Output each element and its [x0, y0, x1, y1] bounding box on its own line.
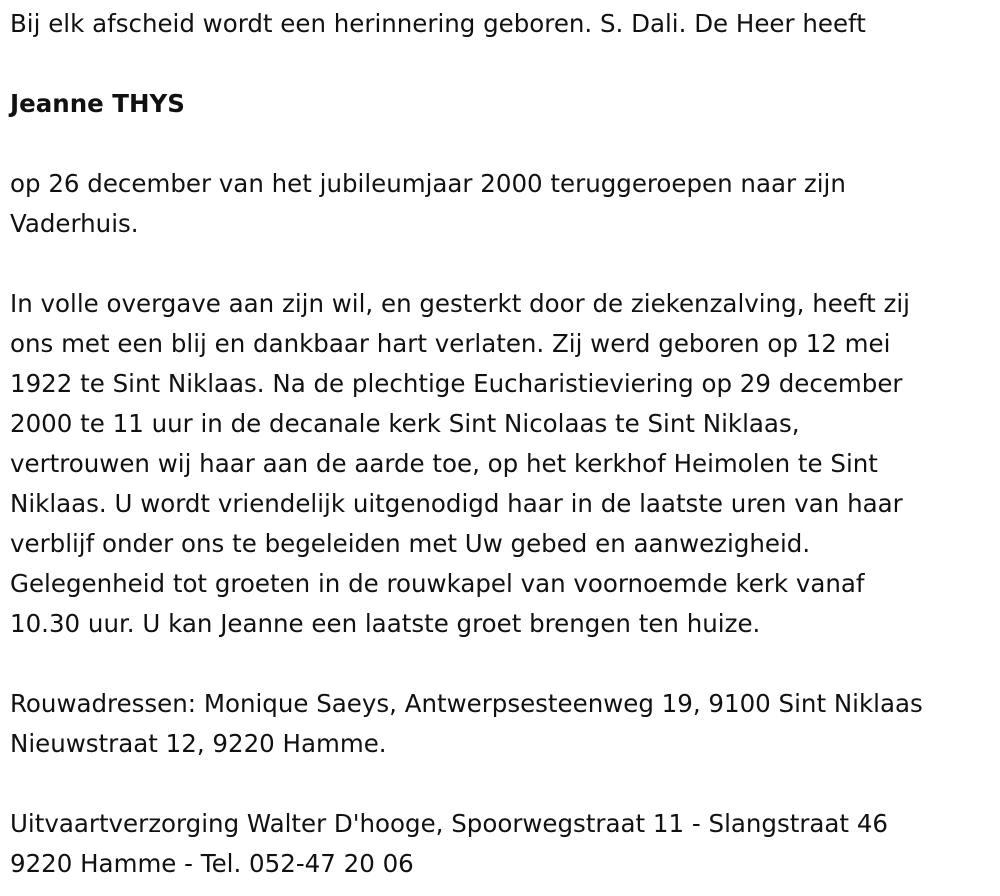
intro-line: Bij elk afscheid wordt een herinnering geboren. S. Dali. De Heer heeft	[10, 9, 866, 38]
address-line: Nieuwstraat 12, 9220 Hamme.	[10, 729, 387, 758]
addresses-paragraph	[10, 684, 990, 764]
body-line: vertrouwen wij haar aan de aarde toe, op het kerkhof Heimolen te Sint	[10, 449, 878, 478]
body-line: Niklaas. U wordt vriendelijk uitgenodigd haar in de laatste uren van haar	[10, 489, 903, 518]
funeral-home-line: Uitvaartverzorging Walter D'hooge, Spoorwegstraat 11 - Slangstraat 46	[10, 809, 889, 838]
deceased-name: Jeanne THYS	[10, 89, 185, 118]
recalled-paragraph	[10, 164, 990, 244]
body-line: 2000 te 11 uur in de decanale kerk Sint Nicolaas te Sint Niklaas,	[10, 409, 800, 438]
recalled-line: Vaderhuis.	[10, 209, 139, 238]
address-line: Rouwadressen: Monique Saeys, Antwerpsesteenweg 19, 9100 Sint Niklaas	[10, 689, 923, 718]
recalled-line: op 26 december van het jubileumjaar 2000 teruggeroepen naar zijn	[10, 169, 846, 198]
body-line: Gelegenheid tot groeten in de rouwkapel van voornoemde kerk vanaf	[10, 569, 865, 598]
funeral-home-line: 9220 Hamme - Tel. 052-47 20 06	[10, 849, 414, 878]
body-line: ons met een blij en dankbaar hart verlaten. Zij werd geboren op 12 mei	[10, 329, 891, 358]
body-paragraph	[10, 284, 990, 644]
funeral-home-paragraph	[10, 804, 990, 884]
body-line: 1922 te Sint Niklaas. Na de plechtige Eucharistieviering op 29 december	[10, 369, 903, 398]
intro-paragraph	[10, 4, 990, 44]
body-line: verblijf onder ons te begeleiden met Uw gebed en aanwezigheid.	[10, 529, 811, 558]
body-line: 10.30 uur. U kan Jeanne een laatste groet brengen ten huize.	[10, 609, 761, 638]
deceased-name-paragraph	[10, 84, 990, 124]
body-line: In volle overgave aan zijn wil, en gesterkt door de ziekenzalving, heeft zij	[10, 289, 910, 318]
